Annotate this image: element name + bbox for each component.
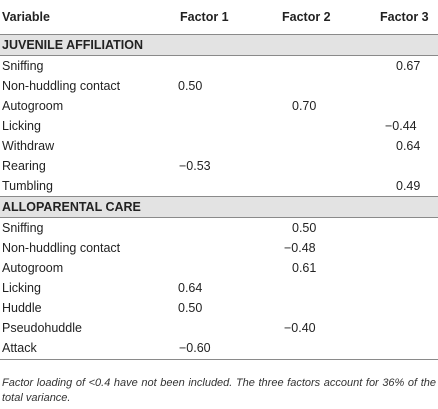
table-footnote: Factor loading of <0.4 have not been included. The three factors account for 36% of the total variance. (2, 377, 436, 404)
variable-cell: Rearing (2, 159, 46, 173)
header-variable: Variable (2, 10, 50, 24)
table-row (0, 96, 438, 116)
variable-cell: Huddle (2, 301, 42, 315)
table-row (0, 136, 438, 156)
header-factor-2: Factor 2 (282, 10, 331, 24)
factor-2-loading: −0.40 (284, 321, 316, 335)
table-row (0, 298, 438, 318)
table-row (0, 278, 438, 298)
factor-3-loading: 0.64 (396, 139, 421, 153)
factor-3-loading: 0.67 (396, 59, 421, 73)
variable-cell: Licking (2, 281, 41, 295)
variable-cell: Autogroom (2, 261, 64, 275)
section-header (0, 35, 438, 56)
factor-1-loading: −0.53 (179, 159, 211, 173)
factor-2-loading: 0.50 (292, 221, 317, 235)
variable-cell: Non-huddling contact (2, 241, 121, 255)
table-row (0, 156, 438, 176)
variable-cell: Withdraw (2, 139, 55, 153)
table-row (0, 76, 438, 96)
header-factor-3: Factor 3 (380, 10, 429, 24)
variable-cell: Autogroom (2, 99, 64, 113)
table-row (0, 258, 438, 278)
variable-cell: Sniffing (2, 221, 44, 235)
table-header-row (0, 0, 438, 35)
variable-cell: Pseudohuddle (2, 321, 82, 335)
section-title: ALLOPARENTAL CARE (2, 200, 141, 214)
variable-cell: Licking (2, 119, 41, 133)
factor-1-loading: 0.64 (178, 281, 203, 295)
variable-cell: Tumbling (2, 179, 53, 193)
header-factor-1: Factor 1 (180, 10, 229, 24)
factor-2-loading: −0.48 (284, 241, 316, 255)
variable-cell: Non-huddling contact (2, 79, 121, 93)
factor-1-loading: −0.60 (179, 341, 211, 355)
table-bottom-rule (0, 359, 438, 360)
section-title: JUVENILE AFFILIATION (2, 38, 143, 52)
table-row (0, 338, 438, 358)
factor-3-loading: −0.44 (385, 119, 417, 133)
factor-1-loading: 0.50 (178, 79, 203, 93)
variable-cell: Sniffing (2, 59, 44, 73)
table-body (0, 35, 438, 358)
factor-3-loading: 0.49 (396, 179, 421, 193)
table-row (0, 56, 438, 76)
table-row (0, 318, 438, 338)
table-row (0, 176, 438, 196)
factor-2-loading: 0.70 (292, 99, 317, 113)
table-row (0, 116, 438, 136)
factor-2-loading: 0.61 (292, 261, 317, 275)
factor-1-loading: 0.50 (178, 301, 203, 315)
table-row (0, 238, 438, 258)
variable-cell: Attack (2, 341, 37, 355)
section-header (0, 196, 438, 218)
table-row (0, 218, 438, 238)
